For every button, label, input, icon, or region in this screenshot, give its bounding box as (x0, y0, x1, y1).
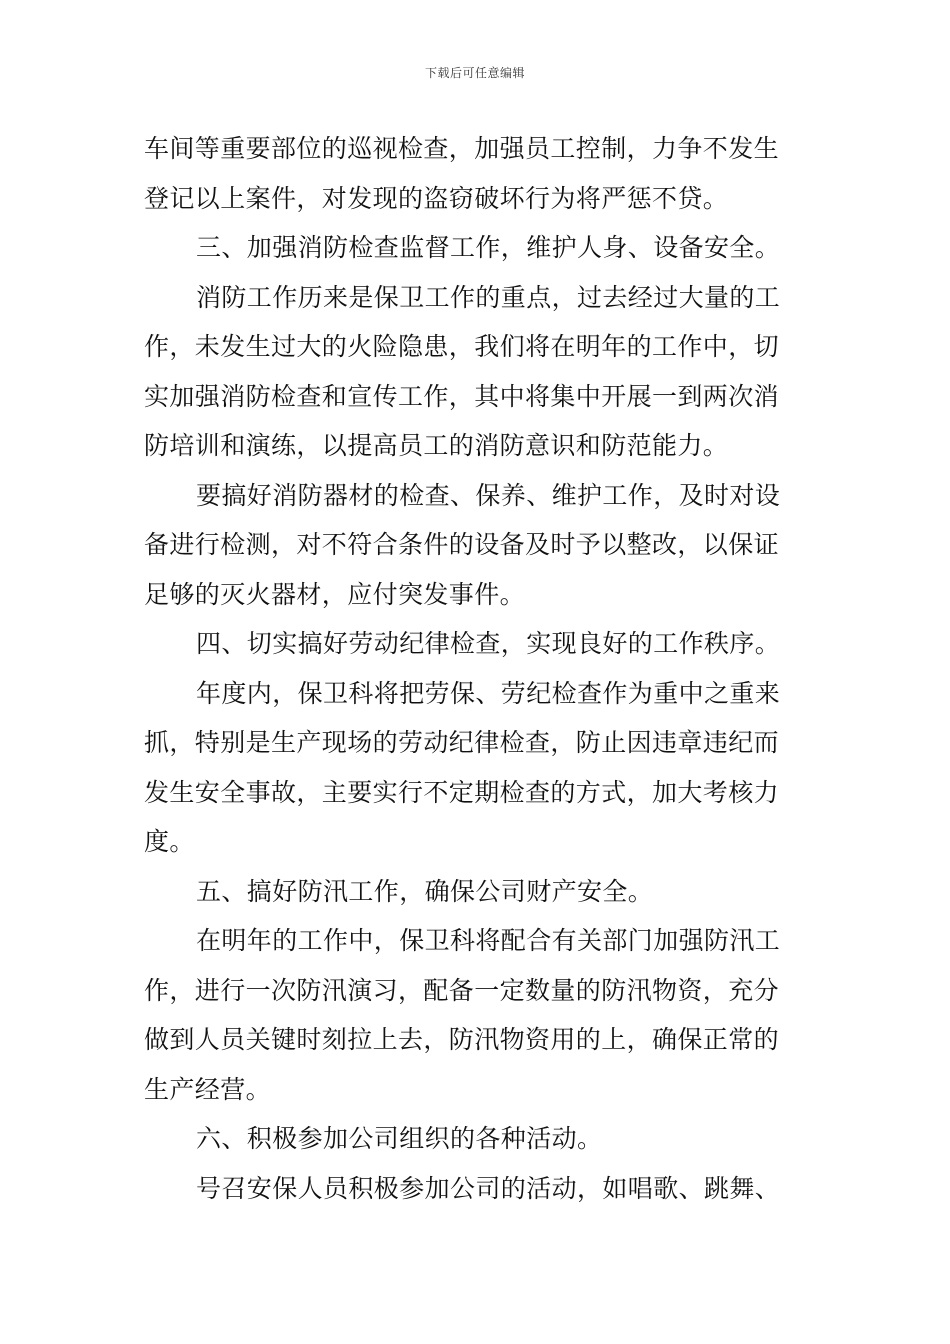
text-line: 实加强消防检查和宣传工作，其中将集中开展一到两次消 (144, 381, 780, 411)
text-line: 在明年的工作中，保卫科将配合有关部门加强防汛工 (196, 926, 781, 955)
section-heading: 六、积极参加公司组织的各种活动。 (196, 1124, 603, 1153)
text-line: 备进行检测，对不符合条件的设备及时予以整改，以保证 (144, 530, 780, 559)
text-line: 足够的灭火器材，应付突发事件。 (144, 579, 526, 609)
text-line: 作，进行一次防汛演习，配备一定数量的防汛物资，充分 (144, 975, 780, 1005)
section-heading: 五、搞好防汛工作，确保公司财产安全。 (196, 876, 654, 906)
section-heading: 三、加强消防检查监督工作，维护人身、设备安全。 (196, 233, 781, 262)
text-line: 防培训和演练，以提高员工的消防意识和防范能力。 (144, 431, 729, 460)
document-body (144, 124, 809, 1213)
text-line: 号召安保人员积极参加公司的活动，如唱歌、跳舞、 (196, 1173, 781, 1203)
page-header-note: 下载后可任意编辑 (424, 66, 525, 80)
section-heading: 四、切实搞好劳动纪律检查，实现良好的工作秩序。 (196, 629, 781, 658)
text-line: 抓，特别是生产现场的劳动纪律检查，防止因违章违纪而 (144, 728, 780, 757)
text-line: 年度内，保卫科将把劳保、劳纪检查作为重中之重来 (196, 678, 781, 708)
text-line: 要搞好消防器材的检查、保养、维护工作，及时对设 (196, 480, 781, 510)
text-line: 登记以上案件，对发现的盗窃破坏行为将严惩不贷。 (144, 183, 729, 213)
text-line: 做到人员关键时刻拉上去，防汛物资用的上，确保正常的 (144, 1025, 780, 1054)
text-line: 作，未发生过大的火险隐患，我们将在明年的工作中，切 (144, 332, 780, 361)
text-line: 车间等重要部位的巡视检查，加强员工控制，力争不发生 (144, 134, 780, 163)
text-line: 度。 (144, 827, 195, 856)
text-line: 消防工作历来是保卫工作的重点，过去经过大量的工 (196, 282, 781, 312)
text-line: 生产经营。 (144, 1074, 272, 1104)
text-line: 发生安全事故，主要实行不定期检查的方式，加大考核力 (144, 777, 780, 807)
